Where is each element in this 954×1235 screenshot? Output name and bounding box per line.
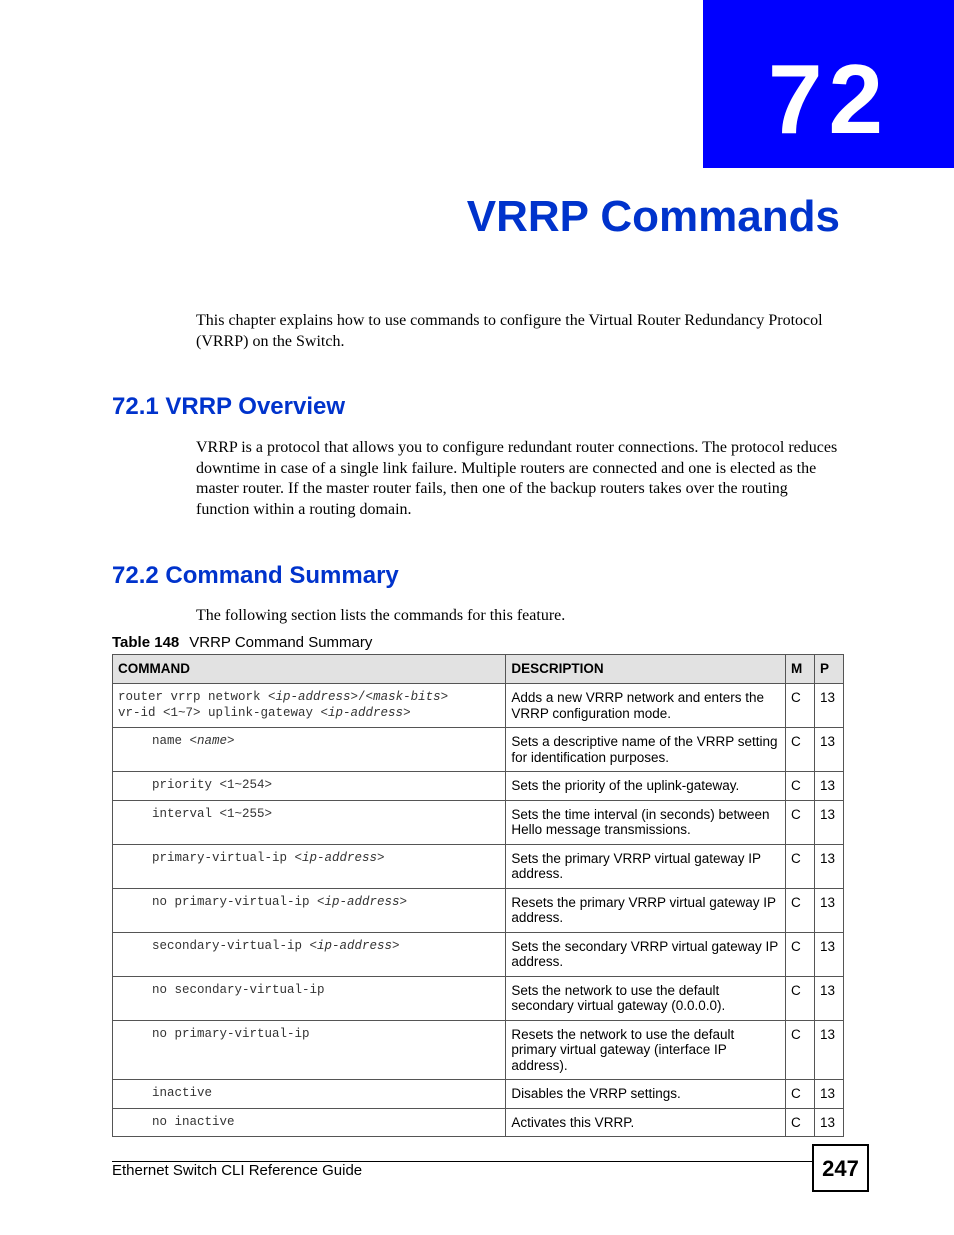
privilege-p-cell: 13 [815,1108,844,1137]
description-cell: Sets the network to use the default secondary virtual gateway (0.0.0.0). [506,976,786,1020]
command-text: no secondary-virtual-ip [152,982,325,997]
header-m: M [786,655,815,684]
command-cell [113,772,506,801]
command-text: > [227,734,235,748]
command-text: no primary-virtual-ip < [152,894,325,909]
header-description: DESCRIPTION [506,655,786,684]
privilege-p-cell: 13 [815,772,844,801]
command-cell [113,1108,506,1137]
command-cell [113,800,506,844]
privilege-p-cell: 13 [815,684,844,728]
description-cell: Sets the secondary VRRP virtual gateway IP address. [506,932,786,976]
command-text: interval <1~255> [152,806,273,821]
command-parameter: name [197,734,228,748]
command-parameter: ip-address [317,938,393,953]
privilege-p-cell: 13 [815,1080,844,1109]
description-cell: Sets the primary VRRP virtual gateway IP address. [506,844,786,888]
description-cell: Resets the network to use the default primary virtual gateway (interface IP address). [506,1020,786,1080]
privilege-p-cell: 13 [815,888,844,932]
mode-m-cell: C [786,888,815,932]
description-cell: Sets the time interval (in seconds) between Hello message transmissions. [506,800,786,844]
command-text: router vrrp network < [118,690,276,704]
command-summary-table [112,654,844,1137]
footer-guide-title: Ethernet Switch CLI Reference Guide [112,1162,363,1179]
command-text: > [403,705,411,720]
command-cell [113,932,506,976]
privilege-p-cell: 13 [815,728,844,772]
chapter-number-box [703,0,954,168]
description-cell: Sets a descriptive name of the VRRP setting for identification purposes. [506,728,786,772]
table-caption [112,634,372,651]
table-row [113,932,844,976]
command-cell [113,844,506,888]
description-cell: Sets the priority of the uplink-gateway. [506,772,786,801]
privilege-p-cell: 13 [815,800,844,844]
table-row [113,888,844,932]
table-caption-label: Table 148 [112,634,180,651]
mode-m-cell: C [786,1020,815,1080]
command-text: priority <1~254> [152,778,273,792]
mode-m-cell: C [786,844,815,888]
privilege-p-cell: 13 [815,932,844,976]
table-row [113,684,844,728]
command-text: no primary-virtual-ip [152,1026,310,1041]
chapter-number: 72 [767,44,889,154]
command-cell [113,684,506,728]
command-text: inactive [152,1086,213,1100]
privilege-p-cell: 13 [815,976,844,1020]
description-cell: Activates this VRRP. [506,1108,786,1137]
mode-m-cell: C [786,684,815,728]
command-text: >/< [350,690,374,704]
privilege-p-cell: 13 [815,844,844,888]
header-p: P [815,655,844,684]
command-text: vr-id <1~7> uplink-gateway < [118,705,329,720]
table-row [113,800,844,844]
command-text: > [377,850,385,865]
mode-m-cell: C [786,976,815,1020]
mode-m-cell: C [786,1080,815,1109]
description-cell: Resets the primary VRRP virtual gateway IP address. [506,888,786,932]
chapter-title: VRRP Commands [466,192,840,241]
command-cell [113,888,506,932]
command-cell [113,1020,506,1080]
command-text: secondary-virtual-ip < [152,938,318,953]
table-row [113,1080,844,1109]
command-summary-paragraph: The following section lists the commands for this feature. [196,607,566,624]
command-cell [113,1080,506,1109]
overview-paragraph: VRRP is a protocol that allows you to configure redundant router connections. The protocol reduces downtime in case of a single link failure. Multiple routers are connected and one is elected as the master router. If the master router fails, then one of the backup routers takes over the routing function within a routing domain. [196,439,838,518]
mode-m-cell: C [786,728,815,772]
table-row [113,1020,844,1080]
header-command: COMMAND [113,655,506,684]
privilege-p-cell: 13 [815,1020,844,1080]
command-text: no inactive [152,1114,235,1129]
section-heading-overview: 72.1 VRRP Overview [112,393,346,420]
table-row [113,772,844,801]
command-parameter: ip-address [328,705,404,720]
section-heading-command-summary: 72.2 Command Summary [112,562,399,589]
table-row [113,1108,844,1137]
mode-m-cell: C [786,932,815,976]
mode-m-cell: C [786,772,815,801]
table-caption-text: VRRP Command Summary [189,634,373,651]
mode-m-cell: C [786,1108,815,1137]
mode-m-cell: C [786,800,815,844]
command-text: > [392,938,400,953]
intro-paragraph: This chapter explains how to use commands to configure the Virtual Router Redundancy Protocol (VRRP) on the Switch. [196,312,823,350]
table-row [113,844,844,888]
table-row [113,976,844,1020]
command-parameter: ip-address [302,850,378,865]
table-row [113,728,844,772]
command-cell [113,976,506,1020]
description-cell: Disables the VRRP settings. [506,1080,786,1109]
command-text: name < [152,734,198,748]
table-body [113,684,844,1137]
page-number: 247 [812,1144,869,1192]
command-parameter: ip-address [324,894,400,909]
command-cell [113,728,506,772]
description-cell: Adds a new VRRP network and enters the VRRP configuration mode. [506,684,786,728]
command-text: > [399,894,408,909]
command-parameter: ip-address [275,690,351,704]
command-text: primary-virtual-ip < [152,850,303,865]
command-text: > [440,690,449,704]
command-parameter: mask-bits [373,690,441,704]
table-header-row [113,655,844,684]
